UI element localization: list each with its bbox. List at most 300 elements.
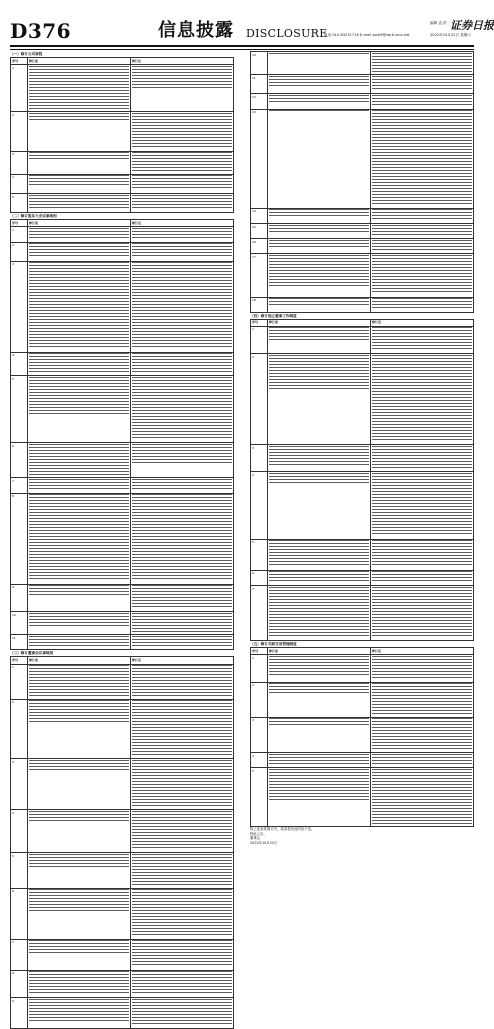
column-header: 修订后 bbox=[371, 319, 474, 326]
table-row bbox=[11, 998, 234, 1029]
text-lines bbox=[372, 298, 472, 309]
amendment-table bbox=[10, 219, 234, 650]
text-before-amendment bbox=[28, 635, 131, 650]
text-before-amendment bbox=[28, 853, 131, 888]
text-lines bbox=[29, 494, 129, 581]
text-after-amendment bbox=[371, 717, 474, 752]
table-row bbox=[251, 570, 474, 585]
table-row bbox=[251, 52, 474, 75]
row-number: 16 bbox=[251, 239, 268, 254]
table-row bbox=[11, 810, 234, 853]
right-column bbox=[250, 51, 474, 845]
row-number: 15 bbox=[251, 223, 268, 238]
text-after-amendment bbox=[371, 570, 474, 585]
table-row bbox=[11, 612, 234, 635]
text-after-amendment bbox=[371, 768, 474, 827]
text-after-amendment bbox=[131, 352, 234, 375]
text-lines bbox=[132, 195, 232, 210]
row-number: 4 bbox=[11, 352, 28, 375]
editor-credit: 编辑 孟·洪 bbox=[430, 21, 447, 25]
row-number: 13 bbox=[251, 109, 268, 208]
text-after-amendment bbox=[371, 445, 474, 472]
text-before-amendment bbox=[28, 970, 131, 997]
text-lines bbox=[29, 228, 129, 239]
text-lines bbox=[132, 353, 232, 372]
text-lines bbox=[269, 683, 369, 694]
row-number: 7 bbox=[11, 478, 28, 493]
text-lines bbox=[372, 540, 472, 567]
text-lines bbox=[372, 718, 472, 749]
row-number: 6 bbox=[251, 570, 268, 585]
table-header-row bbox=[11, 220, 234, 227]
newspaper-logo: 证券日报 bbox=[450, 19, 494, 32]
text-lines bbox=[372, 255, 472, 294]
table-row bbox=[11, 970, 234, 997]
column-header: 修订前 bbox=[28, 220, 131, 227]
text-lines bbox=[29, 66, 129, 109]
text-after-amendment bbox=[131, 174, 234, 193]
row-number: 6 bbox=[11, 888, 28, 939]
amendment-table bbox=[250, 647, 474, 827]
text-lines bbox=[29, 889, 129, 912]
text-before-amendment bbox=[268, 768, 371, 827]
text-lines bbox=[132, 613, 232, 632]
column-header: 序号 bbox=[11, 58, 28, 65]
text-lines bbox=[372, 656, 472, 679]
text-before-amendment bbox=[268, 52, 371, 75]
column-header: 修订后 bbox=[371, 648, 474, 655]
text-lines bbox=[372, 327, 472, 350]
text-before-amendment bbox=[268, 717, 371, 752]
table-row bbox=[11, 664, 234, 699]
text-lines bbox=[29, 353, 129, 372]
text-lines bbox=[29, 243, 129, 258]
table-row bbox=[11, 888, 234, 939]
text-before-amendment bbox=[268, 472, 371, 539]
text-before-amendment bbox=[28, 699, 131, 758]
text-lines bbox=[372, 754, 472, 765]
text-before-amendment bbox=[28, 584, 131, 611]
text-after-amendment bbox=[371, 94, 474, 109]
table-header-row bbox=[11, 657, 234, 664]
text-lines bbox=[372, 769, 472, 824]
row-number: 2 bbox=[251, 354, 268, 445]
text-before-amendment bbox=[28, 758, 131, 809]
row-number: 3 bbox=[11, 151, 28, 174]
text-lines bbox=[29, 152, 129, 159]
text-lines bbox=[29, 999, 129, 1022]
row-number: 2 bbox=[251, 682, 268, 717]
row-number: 5 bbox=[251, 768, 268, 827]
text-before-amendment bbox=[28, 112, 131, 151]
amendment-table bbox=[250, 51, 474, 313]
section-title: 信息披露 bbox=[158, 20, 234, 41]
text-lines bbox=[372, 53, 472, 72]
text-after-amendment bbox=[131, 612, 234, 635]
text-after-amendment bbox=[371, 326, 474, 353]
text-lines bbox=[372, 76, 472, 91]
text-lines bbox=[29, 195, 129, 210]
table-header-row bbox=[251, 319, 474, 326]
text-before-amendment bbox=[28, 261, 131, 352]
text-lines bbox=[132, 854, 232, 885]
text-after-amendment bbox=[131, 699, 234, 758]
row-number: 4 bbox=[11, 174, 28, 193]
text-after-amendment bbox=[131, 443, 234, 478]
text-lines bbox=[372, 355, 472, 442]
text-before-amendment bbox=[28, 810, 131, 853]
row-number: 12 bbox=[251, 94, 268, 109]
text-lines bbox=[29, 479, 129, 490]
text-lines bbox=[132, 175, 232, 190]
text-lines bbox=[132, 999, 232, 1026]
text-before-amendment bbox=[28, 174, 131, 193]
text-lines bbox=[269, 754, 369, 765]
text-lines bbox=[132, 971, 232, 994]
row-number: 1 bbox=[11, 227, 28, 242]
text-lines bbox=[269, 571, 369, 582]
text-before-amendment bbox=[268, 223, 371, 238]
left-column bbox=[10, 51, 234, 1003]
table-row bbox=[11, 174, 234, 193]
table-row bbox=[11, 242, 234, 261]
row-number: 4 bbox=[251, 752, 268, 767]
text-before-amendment bbox=[268, 109, 371, 208]
table-row bbox=[251, 539, 474, 570]
row-number: 3 bbox=[11, 261, 28, 352]
column-header: 序号 bbox=[11, 220, 28, 227]
text-after-amendment bbox=[131, 376, 234, 443]
table-row bbox=[251, 326, 474, 353]
table-row bbox=[251, 223, 474, 238]
text-before-amendment bbox=[28, 888, 131, 939]
amendment-table bbox=[10, 656, 234, 1029]
text-lines bbox=[372, 240, 472, 251]
table-row bbox=[11, 478, 234, 493]
amendment-table bbox=[250, 319, 474, 642]
row-number: 5 bbox=[11, 193, 28, 212]
row-number: 14 bbox=[251, 208, 268, 223]
row-number: 2 bbox=[11, 242, 28, 261]
text-lines bbox=[29, 971, 129, 994]
text-lines bbox=[269, 327, 369, 342]
text-lines bbox=[29, 760, 129, 771]
row-number: 10 bbox=[11, 612, 28, 635]
text-lines bbox=[132, 66, 232, 89]
table-row bbox=[11, 352, 234, 375]
row-number: 9 bbox=[11, 584, 28, 611]
table-row bbox=[251, 354, 474, 445]
table-row bbox=[11, 376, 234, 443]
table-row bbox=[11, 65, 234, 112]
table-row bbox=[251, 752, 474, 767]
text-lines bbox=[29, 377, 129, 416]
column-header: 序号 bbox=[251, 319, 268, 326]
column-header: 修订后 bbox=[131, 58, 234, 65]
row-number: 3 bbox=[251, 445, 268, 472]
text-before-amendment bbox=[28, 612, 131, 635]
table-row bbox=[11, 584, 234, 611]
row-number: 1 bbox=[251, 326, 268, 353]
text-after-amendment bbox=[131, 939, 234, 970]
text-before-amendment bbox=[28, 443, 131, 478]
text-before-amendment bbox=[28, 478, 131, 493]
row-number: 11 bbox=[11, 635, 28, 650]
row-number: 8 bbox=[11, 970, 28, 997]
text-lines bbox=[132, 940, 232, 967]
text-lines bbox=[269, 53, 369, 56]
text-lines bbox=[29, 113, 129, 120]
text-lines bbox=[372, 209, 472, 220]
row-number: 2 bbox=[11, 112, 28, 151]
row-number: 1 bbox=[251, 655, 268, 682]
table-row bbox=[251, 75, 474, 94]
text-lines bbox=[269, 255, 369, 286]
row-number: 18 bbox=[251, 297, 268, 312]
text-before-amendment bbox=[28, 493, 131, 584]
text-before-amendment bbox=[268, 539, 371, 570]
text-after-amendment bbox=[131, 242, 234, 261]
text-before-amendment bbox=[28, 998, 131, 1029]
text-before-amendment bbox=[268, 208, 371, 223]
text-after-amendment bbox=[371, 208, 474, 223]
table-row bbox=[251, 239, 474, 254]
row-number: 6 bbox=[11, 443, 28, 478]
text-after-amendment bbox=[371, 239, 474, 254]
row-number: 8 bbox=[11, 493, 28, 584]
table-row bbox=[11, 261, 234, 352]
masthead-rule bbox=[10, 45, 474, 47]
text-lines bbox=[132, 243, 232, 258]
text-lines bbox=[132, 444, 232, 463]
text-lines bbox=[132, 228, 232, 239]
text-lines bbox=[132, 665, 232, 696]
text-lines bbox=[29, 613, 129, 628]
masthead bbox=[10, 19, 494, 46]
text-after-amendment bbox=[131, 193, 234, 212]
text-lines bbox=[132, 479, 232, 490]
text-before-amendment bbox=[28, 242, 131, 261]
row-number: 9 bbox=[11, 998, 28, 1029]
text-lines bbox=[269, 656, 369, 675]
table-row bbox=[11, 939, 234, 970]
table-row bbox=[11, 493, 234, 584]
text-lines bbox=[372, 225, 472, 236]
text-after-amendment bbox=[371, 52, 474, 75]
table-row bbox=[251, 94, 474, 109]
table-row bbox=[251, 297, 474, 312]
text-after-amendment bbox=[371, 752, 474, 767]
column-header: 修订前 bbox=[268, 319, 371, 326]
text-lines bbox=[372, 683, 472, 714]
text-lines bbox=[372, 95, 472, 106]
row-number: 3 bbox=[11, 758, 28, 809]
column-header: 修订前 bbox=[28, 657, 131, 664]
text-lines bbox=[269, 769, 369, 800]
text-after-amendment bbox=[131, 478, 234, 493]
row-number: 7 bbox=[251, 586, 268, 641]
text-lines bbox=[269, 240, 369, 247]
row-number: 1 bbox=[11, 65, 28, 112]
text-lines bbox=[269, 209, 369, 216]
column-header: 修订前 bbox=[268, 648, 371, 655]
text-after-amendment bbox=[371, 472, 474, 539]
table-row bbox=[11, 699, 234, 758]
closing-note: 特此公告。 bbox=[250, 831, 267, 836]
table-row bbox=[11, 853, 234, 888]
text-before-amendment bbox=[268, 655, 371, 682]
column-header: 序号 bbox=[11, 657, 28, 664]
text-after-amendment bbox=[131, 970, 234, 997]
text-after-amendment bbox=[131, 758, 234, 809]
text-lines bbox=[132, 585, 232, 608]
text-lines bbox=[29, 262, 129, 349]
table-row bbox=[11, 227, 234, 242]
text-lines bbox=[29, 636, 129, 647]
text-lines bbox=[29, 585, 129, 596]
signature-line: 董事会 bbox=[250, 836, 261, 841]
text-lines bbox=[269, 76, 369, 87]
text-lines bbox=[29, 940, 129, 955]
table-row bbox=[251, 109, 474, 208]
row-number: 11 bbox=[251, 75, 268, 94]
text-before-amendment bbox=[28, 151, 131, 174]
text-before-amendment bbox=[268, 445, 371, 472]
text-after-amendment bbox=[131, 151, 234, 174]
text-before-amendment bbox=[268, 297, 371, 312]
column-header: 序号 bbox=[251, 648, 268, 655]
text-lines bbox=[269, 355, 369, 390]
row-number: 5 bbox=[251, 539, 268, 570]
text-before-amendment bbox=[28, 939, 131, 970]
text-lines bbox=[269, 473, 369, 484]
table-row bbox=[11, 635, 234, 650]
table-row bbox=[11, 151, 234, 174]
text-before-amendment bbox=[28, 376, 131, 443]
text-after-amendment bbox=[371, 586, 474, 641]
text-lines bbox=[269, 298, 369, 305]
text-lines bbox=[269, 587, 369, 638]
text-before-amendment bbox=[268, 682, 371, 717]
text-before-amendment bbox=[268, 326, 371, 353]
text-lines bbox=[269, 95, 369, 102]
text-lines bbox=[29, 665, 129, 696]
text-before-amendment bbox=[268, 586, 371, 641]
row-number: 7 bbox=[11, 939, 28, 970]
text-lines bbox=[269, 540, 369, 567]
text-after-amendment bbox=[131, 635, 234, 650]
section-heading: （一）修订公司章程 bbox=[10, 52, 43, 56]
text-lines bbox=[132, 262, 232, 349]
text-lines bbox=[269, 718, 369, 725]
text-before-amendment bbox=[268, 239, 371, 254]
text-after-amendment bbox=[371, 354, 474, 445]
row-number: 3 bbox=[251, 717, 268, 752]
row-number: 5 bbox=[11, 853, 28, 888]
text-lines bbox=[372, 571, 472, 582]
text-after-amendment bbox=[131, 65, 234, 112]
text-before-amendment bbox=[268, 75, 371, 94]
text-before-amendment bbox=[28, 227, 131, 242]
text-after-amendment bbox=[131, 112, 234, 151]
table-row bbox=[251, 208, 474, 223]
signature-date: 2022年10月22日 bbox=[250, 840, 278, 845]
text-before-amendment bbox=[268, 752, 371, 767]
text-before-amendment bbox=[268, 94, 371, 109]
row-number: 2 bbox=[11, 699, 28, 758]
text-lines bbox=[132, 152, 232, 171]
text-after-amendment bbox=[131, 810, 234, 853]
text-lines bbox=[132, 889, 232, 936]
text-before-amendment bbox=[28, 65, 131, 112]
text-after-amendment bbox=[371, 539, 474, 570]
text-lines bbox=[132, 494, 232, 581]
text-lines bbox=[269, 110, 369, 113]
table-row bbox=[251, 254, 474, 297]
section-heading: （四）修订独立董事工作制度 bbox=[250, 313, 297, 318]
text-lines bbox=[132, 760, 232, 807]
table-row bbox=[251, 717, 474, 752]
table-row bbox=[251, 768, 474, 827]
table-row bbox=[251, 472, 474, 539]
text-before-amendment bbox=[28, 352, 131, 375]
text-lines bbox=[29, 175, 129, 186]
text-lines bbox=[372, 587, 472, 638]
text-after-amendment bbox=[131, 664, 234, 699]
text-lines bbox=[132, 811, 232, 850]
row-number: 5 bbox=[11, 376, 28, 443]
masthead-rule-thin bbox=[10, 49, 474, 50]
closing-note: 除上述条款修订外，原条款其他内容不变。 bbox=[250, 827, 315, 832]
text-lines bbox=[132, 636, 232, 647]
table-row bbox=[11, 193, 234, 212]
text-before-amendment bbox=[268, 570, 371, 585]
row-number: 10 bbox=[251, 52, 268, 75]
text-lines bbox=[29, 700, 129, 723]
text-after-amendment bbox=[131, 493, 234, 584]
table-header-row bbox=[11, 58, 234, 65]
row-number: 4 bbox=[11, 810, 28, 853]
section-title-en: DISCLOSURE bbox=[246, 27, 328, 40]
text-after-amendment bbox=[131, 853, 234, 888]
text-lines bbox=[269, 446, 369, 465]
text-after-amendment bbox=[371, 682, 474, 717]
column-header: 修订前 bbox=[28, 58, 131, 65]
row-number: 1 bbox=[11, 664, 28, 699]
text-lines bbox=[132, 377, 232, 440]
text-lines bbox=[132, 113, 232, 148]
text-after-amendment bbox=[131, 888, 234, 939]
section-heading: （三）修订董事会议事规则 bbox=[10, 651, 54, 656]
text-before-amendment bbox=[268, 354, 371, 445]
issue-date: 2022年10月22日 星期六 bbox=[430, 33, 471, 37]
column-header: 修订后 bbox=[131, 657, 234, 664]
text-lines bbox=[269, 225, 369, 232]
text-lines bbox=[29, 811, 129, 822]
text-before-amendment bbox=[28, 664, 131, 699]
table-row bbox=[251, 682, 474, 717]
amendment-table bbox=[10, 57, 234, 213]
table-row bbox=[251, 445, 474, 472]
contact-info: 电话 010-83251716 E-mail zqrb9@zqrb.sina.net bbox=[324, 33, 410, 37]
text-lines bbox=[29, 854, 129, 869]
text-lines bbox=[372, 446, 472, 469]
right-column-tables bbox=[250, 51, 474, 827]
text-after-amendment bbox=[131, 261, 234, 352]
row-number: 17 bbox=[251, 254, 268, 297]
row-number: 4 bbox=[251, 472, 268, 539]
page-number: D376 bbox=[10, 19, 72, 43]
